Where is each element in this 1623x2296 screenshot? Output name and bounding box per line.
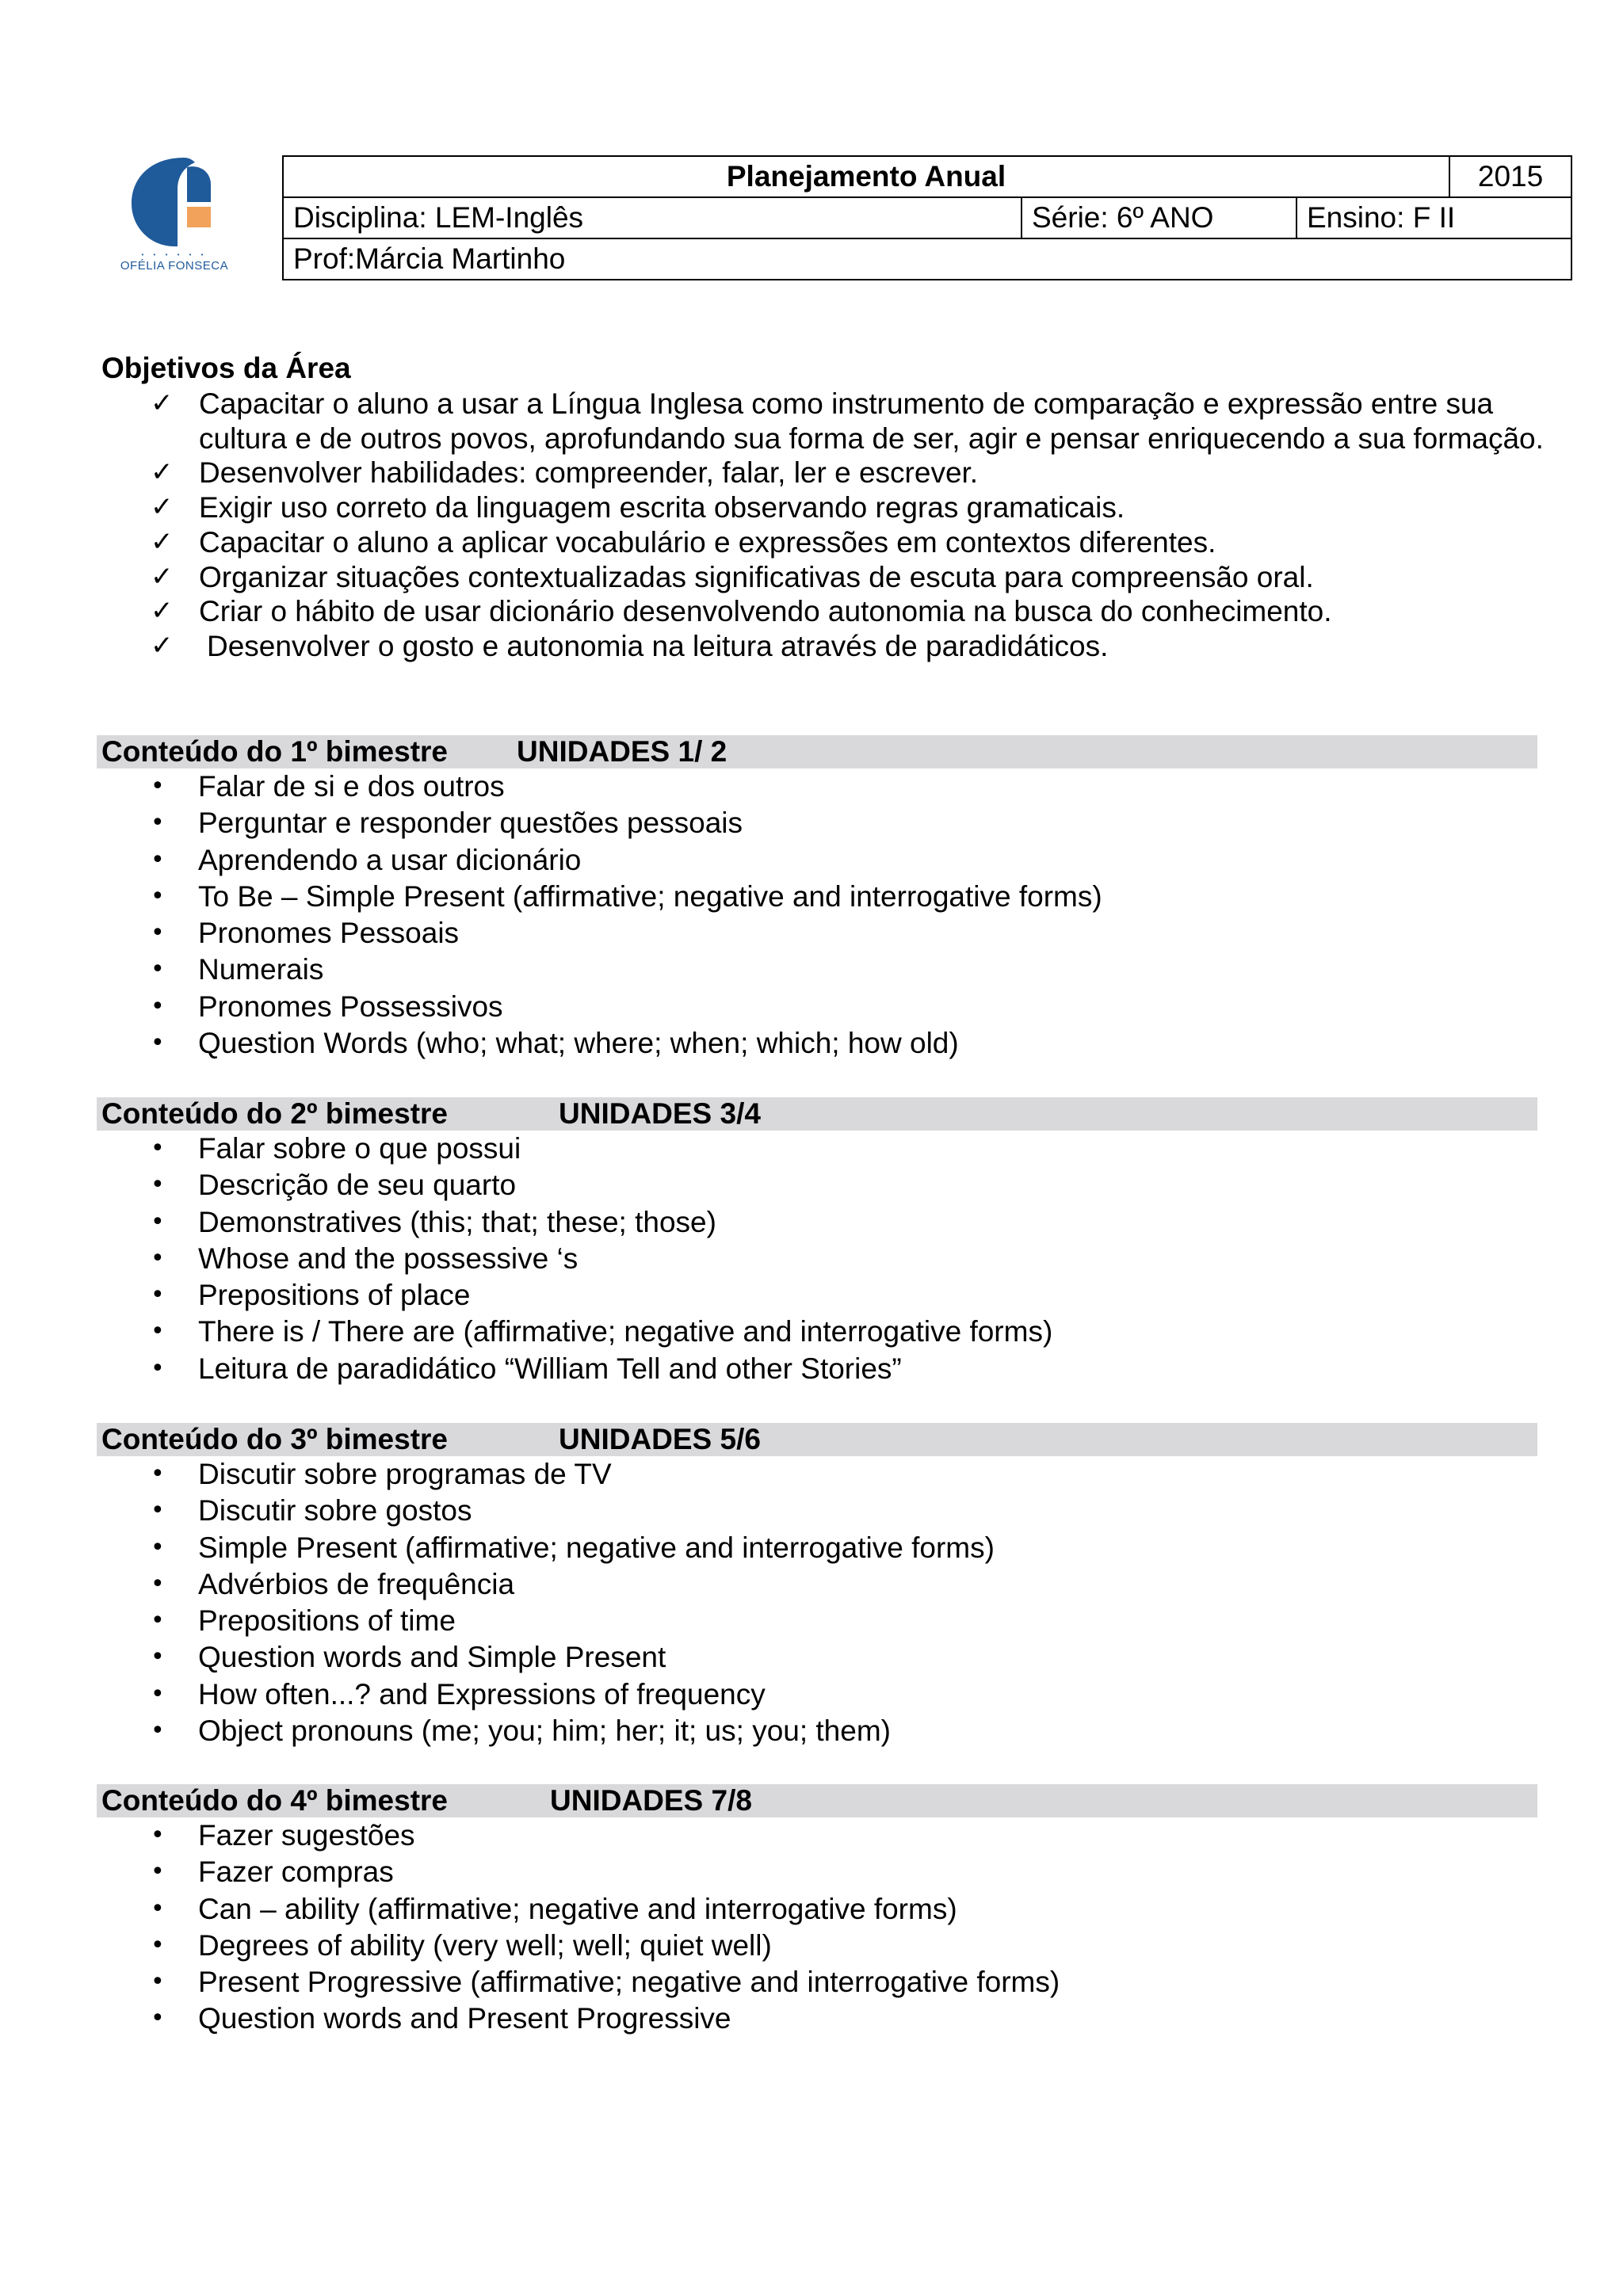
bullet-icon: •	[151, 1858, 165, 1886]
section-bimestre-1	[97, 735, 1537, 1062]
checkmark-icon: ✓	[151, 560, 174, 593]
logo-school-name: OFÉLIA FONSECA	[120, 259, 229, 273]
bullet-icon: •	[151, 1171, 165, 1199]
list-item: • Simple Present (affirmative; negative and interrogative forms)	[97, 1530, 1537, 1566]
bullet-icon: •	[151, 1318, 165, 1346]
list-item: • Fazer sugestões	[97, 1817, 1537, 1854]
bullet-icon: •	[151, 1569, 165, 1598]
list-item: • Descrição de seu quarto	[97, 1167, 1537, 1203]
section-header	[97, 1784, 1537, 1817]
objective-item: ✓ Capacitar o aluno a usar a Língua Inglesa como instrumento de comparação e expressão entre sua cultura e de outros povos, aprofundando sua forma de ser, agir e pensar enriquecendo a sua formação.	[151, 387, 1544, 455]
bullet-icon: •	[151, 919, 165, 948]
bullet-icon: •	[151, 1029, 165, 1058]
objectives-list	[101, 387, 1552, 664]
section-title: Conteúdo do 2º bimestre	[101, 1097, 448, 1130]
list-item: • Falar sobre o que possui	[97, 1131, 1537, 1167]
school-logo	[119, 154, 230, 281]
list-item: • To Be – Simple Present (affirmative; negative and interrogative forms)	[97, 879, 1537, 915]
list-item: • How often...? and Expressions of frequency	[97, 1676, 1537, 1713]
grade-cell: Série: 6º ANO	[1022, 197, 1296, 238]
list-item: • Prepositions of place	[97, 1277, 1537, 1314]
objective-item: ✓ Desenvolver habilidades: compreender, falar, ler e escrever.	[151, 456, 979, 490]
objective-item: ✓ Exigir uso correto da linguagem escrita observando regras gramaticais.	[151, 491, 1125, 524]
logo-dots: • • • • • •	[141, 251, 208, 258]
list-item: • Aprendendo a usar dicionário	[97, 842, 1537, 879]
bullet-icon: •	[151, 882, 165, 910]
bullet-icon: •	[151, 992, 165, 1020]
list-item: • Numerais	[97, 952, 1537, 988]
section-list	[97, 1131, 1537, 1387]
checkmark-icon: ✓	[151, 525, 174, 558]
section-units: UNIDADES 7/8	[550, 1784, 752, 1817]
list-item: • Present Progressive (affirmative; negative and interrogative forms)	[97, 1964, 1537, 2000]
list-item: • Leitura de paradidático “William Tell and other Stories”	[97, 1351, 1537, 1387]
checkmark-icon: ✓	[151, 387, 174, 419]
section-units: UNIDADES 1/ 2	[517, 735, 727, 768]
section-title: Conteúdo do 4º bimestre	[101, 1784, 448, 1817]
bullet-icon: •	[151, 955, 165, 984]
bullet-icon: •	[151, 1533, 165, 1562]
list-item: • Demonstratives (this; that; these; those)	[97, 1204, 1537, 1241]
bullet-icon: •	[151, 1931, 165, 1959]
list-item: • Perguntar e responder questões pessoais	[97, 805, 1537, 841]
list-item: • Pronomes Pessoais	[97, 915, 1537, 952]
teacher-cell: Prof:Márcia Martinho	[283, 238, 1571, 280]
document-year: 2015	[1449, 156, 1571, 197]
bullet-icon: •	[151, 1643, 165, 1672]
checkmark-icon: ✓	[151, 491, 174, 524]
level-cell: Ensino: F II	[1296, 197, 1571, 238]
section-units: UNIDADES 3/4	[559, 1097, 761, 1130]
bullet-icon: •	[151, 809, 165, 837]
list-item: • Falar de si e dos outros	[97, 769, 1537, 805]
section-title: Conteúdo do 3º bimestre	[101, 1423, 448, 1455]
objective-item: ✓ Criar o hábito de usar dicionário desenvolvendo autonomia na busca do conhecimento.	[151, 595, 1332, 628]
bullet-icon: •	[151, 1821, 165, 1849]
objective-item: ✓ Organizar situações contextualizadas significativas de escuta para compreensão oral.	[151, 560, 1314, 593]
bullet-icon: •	[151, 845, 165, 874]
list-item: • Whose and the possessive ‘s	[97, 1241, 1537, 1277]
list-item: • Advérbios de frequência	[97, 1566, 1537, 1603]
checkmark-icon: ✓	[151, 629, 174, 662]
list-item: • There is / There are (affirmative; negative and interrogative forms)	[97, 1314, 1537, 1350]
section-title: Conteúdo do 1º bimestre	[101, 735, 448, 768]
section-bimestre-2	[97, 1097, 1537, 1387]
section-header	[97, 735, 1537, 769]
list-item: • Can – ability (affirmative; negative and interrogative forms)	[97, 1891, 1537, 1928]
section-bimestre-3	[97, 1423, 1537, 1749]
section-list	[97, 769, 1537, 1062]
list-item: • Fazer compras	[97, 1854, 1537, 1890]
bullet-icon: •	[151, 772, 165, 800]
bullet-icon: •	[151, 1717, 165, 1745]
checkmark-icon: ✓	[151, 456, 174, 489]
list-item: • Discutir sobre gostos	[97, 1493, 1537, 1529]
bullet-icon: •	[151, 1354, 165, 1383]
list-item: • Discutir sobre programas de TV	[97, 1456, 1537, 1493]
header-table	[282, 155, 1572, 280]
bullet-icon: •	[151, 1281, 165, 1310]
section-units: UNIDADES 5/6	[559, 1423, 761, 1455]
bullet-icon: •	[151, 1244, 165, 1272]
objectives-heading: Objetivos da Área	[101, 352, 351, 384]
bullet-icon: •	[151, 1460, 165, 1488]
list-item: • Question words and Present Progressive	[97, 2000, 1537, 2037]
list-item: • Prepositions of time	[97, 1603, 1537, 1639]
bullet-icon: •	[151, 1497, 165, 1525]
discipline-cell: Disciplina: LEM-Inglês	[283, 197, 1022, 238]
section-header	[97, 1423, 1537, 1456]
list-item: • Question Words (who; what; where; when; which; how old)	[97, 1025, 1537, 1062]
bullet-icon: •	[151, 1968, 165, 1997]
list-item: • Pronomes Possessivos	[97, 989, 1537, 1025]
checkmark-icon: ✓	[151, 595, 174, 627]
bullet-icon: •	[151, 1607, 165, 1635]
list-item: • Question words and Simple Present	[97, 1639, 1537, 1676]
section-header	[97, 1097, 1537, 1131]
objective-item: ✓ Capacitar o aluno a aplicar vocabulário e expressões em contextos diferentes.	[151, 525, 1216, 559]
list-item: • Object pronouns (me; you; him; her; it; us; you; them)	[97, 1713, 1537, 1749]
bullet-icon: •	[151, 1135, 165, 1162]
list-item: • Degrees of ability (very well; well; quiet well)	[97, 1928, 1537, 1964]
bullet-icon: •	[151, 1207, 165, 1236]
objective-item: ✓ Desenvolver o gosto e autonomia na leitura através de paradidáticos.	[151, 629, 1109, 662]
document-title: Planejamento Anual	[283, 156, 1449, 197]
bullet-icon: •	[151, 1680, 165, 1708]
bullet-icon: •	[151, 1894, 165, 1923]
section-list	[97, 1817, 1537, 2038]
bullet-icon: •	[151, 2004, 165, 2033]
section-list	[97, 1456, 1537, 1749]
logo-emblem-icon	[128, 154, 220, 250]
section-bimestre-4	[97, 1784, 1537, 2038]
